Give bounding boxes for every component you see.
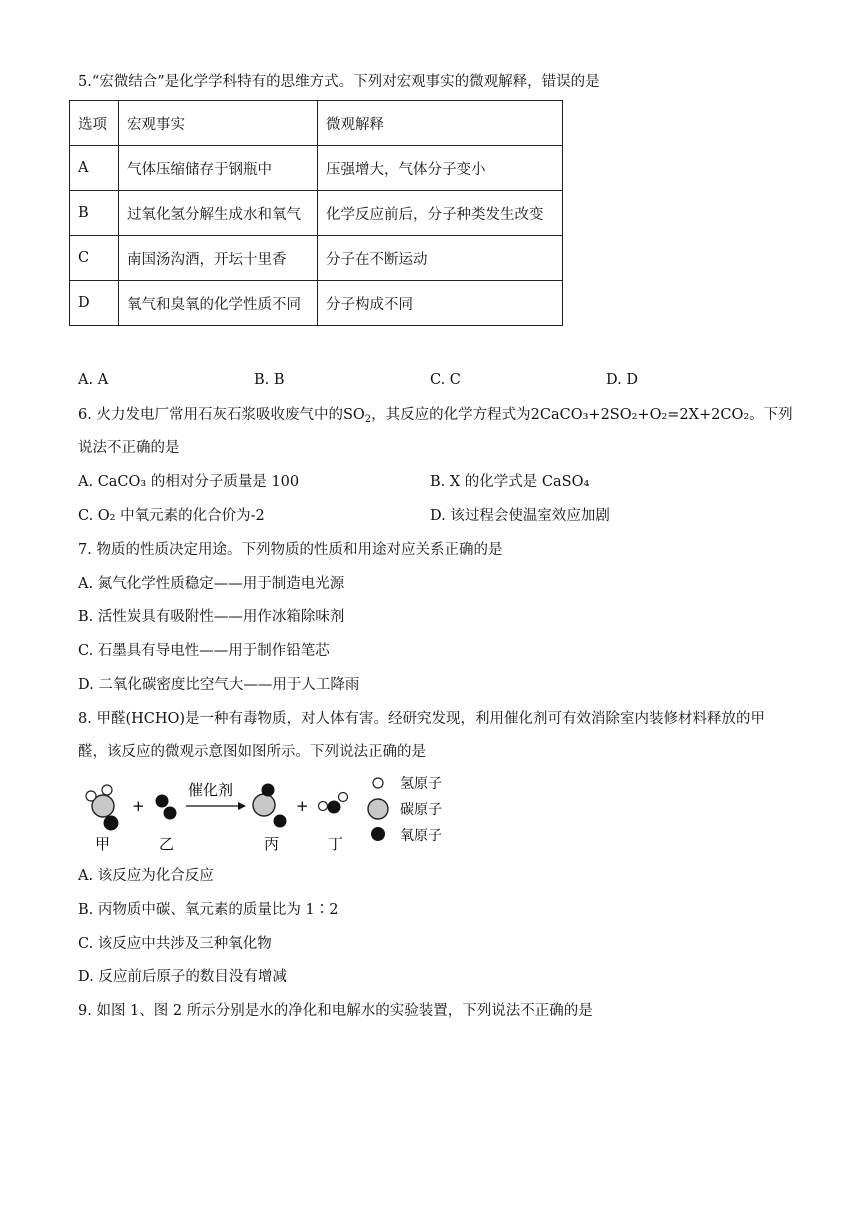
q7-option-a[interactable]: A. 氮气化学性质稳定——用于制造电光源	[78, 576, 345, 592]
legend-hydrogen-icon	[373, 778, 383, 788]
table-header-cell: 微观解释	[318, 101, 563, 146]
q6-option-d[interactable]: D. 该过程会使温室效应加剧	[430, 508, 610, 524]
carbon-atom	[253, 794, 275, 816]
table-cell: 南国汤沟酒，开坛十里香	[119, 236, 318, 281]
q5-stem: 5.“宏微结合”是化学学科特有的思维方式。下列对宏观事实的微观解释，错误的是	[78, 74, 600, 90]
table-cell: 过氧化氢分解生成水和氧气	[119, 191, 318, 236]
plus-sign: +	[296, 797, 309, 815]
q5-option-b[interactable]: B. B	[254, 372, 285, 388]
table-cell: B	[70, 191, 119, 236]
q6-stem-line2: 说法不正确的是	[78, 440, 180, 456]
table-cell: 化学反应前后，分子种类发生改变	[318, 191, 563, 236]
table-row	[70, 146, 563, 191]
table-cell: A	[70, 146, 119, 191]
q6-option-c[interactable]: C. O₂ 中氧元素的化合价为-2	[78, 508, 265, 524]
catalyst-label: 催化剂	[188, 781, 234, 799]
q7-option-d[interactable]: D. 二氧化碳密度比空气大——用于人工降雨	[78, 677, 360, 693]
q8-stem-line2: 醛，该反应的微观示意图如图所示。下列说法正确的是	[78, 744, 426, 760]
table-cell: 分子构成不同	[318, 281, 563, 326]
q5-option-c[interactable]: C. C	[430, 372, 461, 388]
q6-option-b[interactable]: B. X 的化学式是 CaSO₄	[430, 474, 590, 490]
plus-sign: +	[132, 797, 145, 815]
q7-stem: 7. 物质的性质决定用途。下列物质的性质和用途对应关系正确的是	[78, 542, 503, 558]
table-cell: 气体压缩储存于钢瓶中	[119, 146, 318, 191]
table-cell: C	[70, 236, 119, 281]
q8-option-c[interactable]: C. 该反应中共涉及三种氧化物	[78, 936, 272, 952]
q6-stem-part-b: ，其反应的化学方程式为	[371, 407, 531, 423]
q6-equation: 2CaCO₃+2SO₂+O₂=2X+2CO₂	[530, 407, 750, 423]
hydrogen-atom	[319, 802, 328, 811]
oxygen-atom	[164, 807, 177, 820]
q5-option-a[interactable]: A. A	[78, 372, 109, 388]
oxygen-atom	[262, 784, 275, 797]
legend-hydrogen-label: 氢原子	[400, 776, 442, 792]
q7-option-c[interactable]: C. 石墨具有导电性——用于制作铅笔芯	[78, 643, 330, 659]
legend-oxygen-icon	[371, 827, 385, 841]
legend-carbon-icon	[368, 799, 388, 819]
oxygen-atom	[104, 816, 118, 830]
label-yi: 乙	[159, 835, 175, 853]
q6-stem	[78, 405, 793, 425]
reaction-diagram	[78, 773, 458, 855]
hydrogen-atom	[86, 791, 96, 801]
legend-carbon-label: 碳原子	[400, 802, 442, 818]
q6-option-a[interactable]: A. CaCO₃ 的相对分子质量是 100	[78, 474, 300, 490]
q6-so2-subscript: 2	[364, 414, 372, 425]
q5-option-d[interactable]: D. D	[606, 372, 638, 388]
table-cell: 分子在不断运动	[318, 236, 563, 281]
label-jia: 甲	[95, 835, 111, 853]
hydrogen-atom	[102, 785, 112, 795]
label-bing: 丙	[264, 835, 280, 853]
table-row	[70, 281, 563, 326]
q6-stem-part-a: 6. 火力发电厂常用石灰石浆吸收废气中的	[78, 407, 343, 423]
table-cell: D	[70, 281, 119, 326]
table-row	[70, 191, 563, 236]
q8-stem-line1: 8. 甲醛(HCHO)是一种有毒物质，对人体有害。经研究发现，利用催化剂可有效消除室内装修材料释放的甲	[78, 711, 766, 727]
table-header-row	[70, 101, 563, 146]
table-cell: 压强增大，气体分子变小	[318, 146, 563, 191]
q6-stem-part-c: 。下列	[749, 407, 793, 423]
q5-table	[69, 100, 563, 326]
q6-so2: SO	[342, 407, 365, 423]
table-header-cell: 选项	[70, 101, 119, 146]
legend-oxygen-label: 氧原子	[400, 828, 442, 844]
q8-option-a[interactable]: A. 该反应为化合反应	[78, 868, 214, 884]
oxygen-atom	[328, 801, 341, 814]
oxygen-atom	[274, 815, 287, 828]
q8-option-b[interactable]: B. 丙物质中碳、氧元素的质量比为 1∶2	[78, 902, 339, 918]
label-ding: 丁	[328, 835, 344, 853]
table-cell: 氧气和臭氧的化学性质不同	[119, 281, 318, 326]
oxygen-atom	[156, 795, 169, 808]
q8-option-d[interactable]: D. 反应前后原子的数目没有增减	[78, 969, 287, 985]
q7-option-b[interactable]: B. 活性炭具有吸附性——用作冰箱除味剂	[78, 609, 345, 625]
table-header-cell: 宏观事实	[119, 101, 318, 146]
hydrogen-atom	[339, 793, 348, 802]
table-row	[70, 236, 563, 281]
arrow-head-icon	[238, 802, 246, 810]
q9-stem: 9. 如图 1、图 2 所示分别是水的净化和电解水的实验装置，下列说法不正确的是	[78, 1003, 593, 1019]
reaction-diagram-svg	[78, 773, 458, 855]
